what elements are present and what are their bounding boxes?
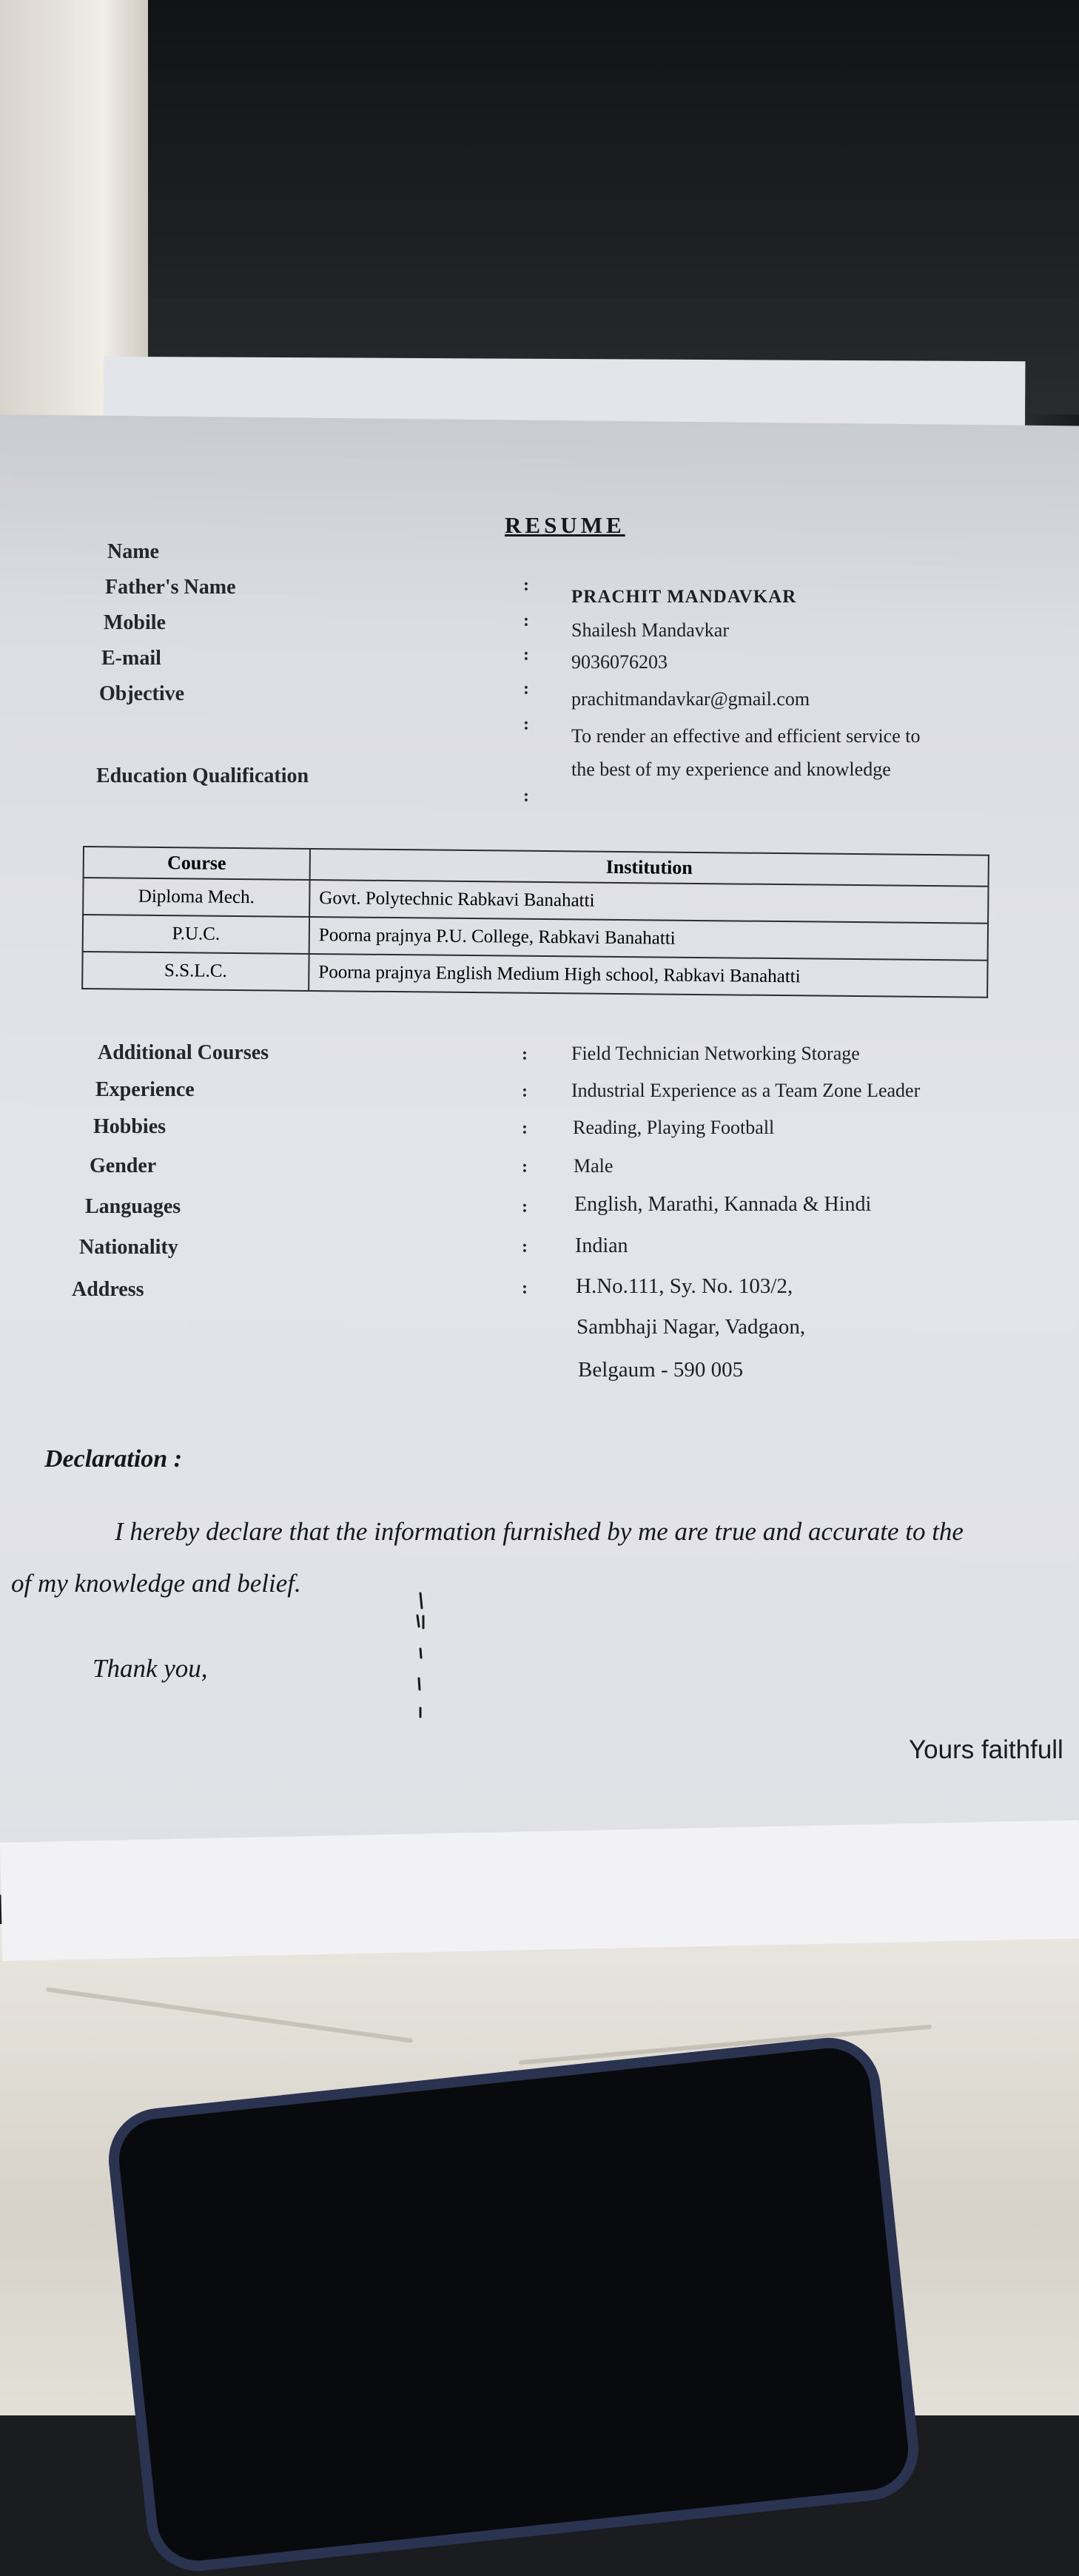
label-education: Education Qualification <box>96 764 309 787</box>
colon: : <box>522 1045 528 1064</box>
thank-you-text: Thank you, <box>93 1654 208 1683</box>
cloth-fold <box>46 1987 413 2043</box>
value-experience: Industrial Experience as a Team Zone Leader <box>571 1080 921 1101</box>
value-email: prachitmandavkar@gmail.com <box>571 688 810 710</box>
value-address-line3: Belgaum - 590 005 <box>578 1358 744 1382</box>
value-languages: English, Marathi, Kannada & Hindi <box>574 1193 872 1216</box>
header-course: Course <box>84 847 310 880</box>
value-objective-line2: the best of my experience and knowledge <box>571 759 891 780</box>
label-address: Address <box>72 1278 144 1301</box>
label-mobile: Mobile <box>104 611 166 634</box>
label-gender: Gender <box>90 1154 157 1177</box>
colon: : <box>522 1279 528 1298</box>
colon: : <box>522 1197 528 1217</box>
value-address-line2: Sambhaji Nagar, Vadgaon, <box>577 1315 806 1339</box>
label-fathers-name: Father's Name <box>105 576 236 599</box>
institution-cell: Poorna prajnya English Medium High school, Rabkavi Banahatti <box>309 954 987 998</box>
label-name: Name <box>107 540 159 563</box>
colon: : <box>522 1237 528 1257</box>
value-name: PRACHIT MANDAVKAR <box>571 587 797 607</box>
value-additional-courses: Field Technician Networking Storage <box>571 1043 860 1064</box>
declaration-line1: I hereby declare that the information furnished by me are true and accurate to the <box>115 1517 964 1546</box>
value-mobile: 9036076203 <box>571 651 668 673</box>
resume-title: RESUME <box>505 512 625 538</box>
declaration-line2: of my knowledge and belief. <box>11 1569 301 1598</box>
colon: : <box>523 611 529 630</box>
value-fathers-name: Shailesh Mandavkar <box>571 619 730 641</box>
colon: : <box>522 1157 528 1177</box>
pen-mark <box>406 1590 435 1723</box>
value-nationality: Indian <box>575 1234 628 1257</box>
education-table <box>81 846 989 998</box>
value-gender: Male <box>574 1155 614 1177</box>
institution-cell: Govt. Polytechnic Rabkavi Banahatti <box>309 880 988 924</box>
colon: : <box>523 715 529 734</box>
label-languages: Languages <box>85 1195 181 1218</box>
label-hobbies: Hobbies <box>93 1115 167 1138</box>
label-experience: Experience <box>95 1078 195 1101</box>
institution-cell: Poorna prajnya P.U. College, Rabkavi Banahatti <box>309 917 988 961</box>
phone <box>104 2033 924 2576</box>
colon: : <box>523 679 529 699</box>
desk-background <box>0 0 1079 414</box>
course-cell: S.S.L.C. <box>82 952 309 991</box>
value-hobbies: Reading, Playing Football <box>573 1117 775 1138</box>
table-row <box>82 952 987 998</box>
course-cell: Diploma Mech. <box>83 878 309 917</box>
header-institution: Institution <box>310 849 989 887</box>
colon: : <box>523 576 529 595</box>
closing-text: Yours faithfull <box>909 1735 1063 1764</box>
colon: : <box>522 1119 528 1138</box>
label-objective: Objective <box>99 682 185 705</box>
declaration-heading: Declaration : <box>44 1445 183 1473</box>
label-additional-courses: Additional Courses <box>98 1041 269 1064</box>
label-email: E-mail <box>101 647 161 670</box>
value-address-line1: H.No.111, Sy. No. 103/2, <box>576 1274 793 1298</box>
colon: : <box>522 1082 528 1101</box>
course-cell: P.U.C. <box>83 915 309 954</box>
colon: : <box>523 645 529 665</box>
label-nationality: Nationality <box>79 1236 178 1259</box>
paper-lower-page <box>0 1820 1079 1960</box>
colon: : <box>523 787 529 806</box>
value-objective: To render an effective and efficient service to <box>571 725 921 747</box>
